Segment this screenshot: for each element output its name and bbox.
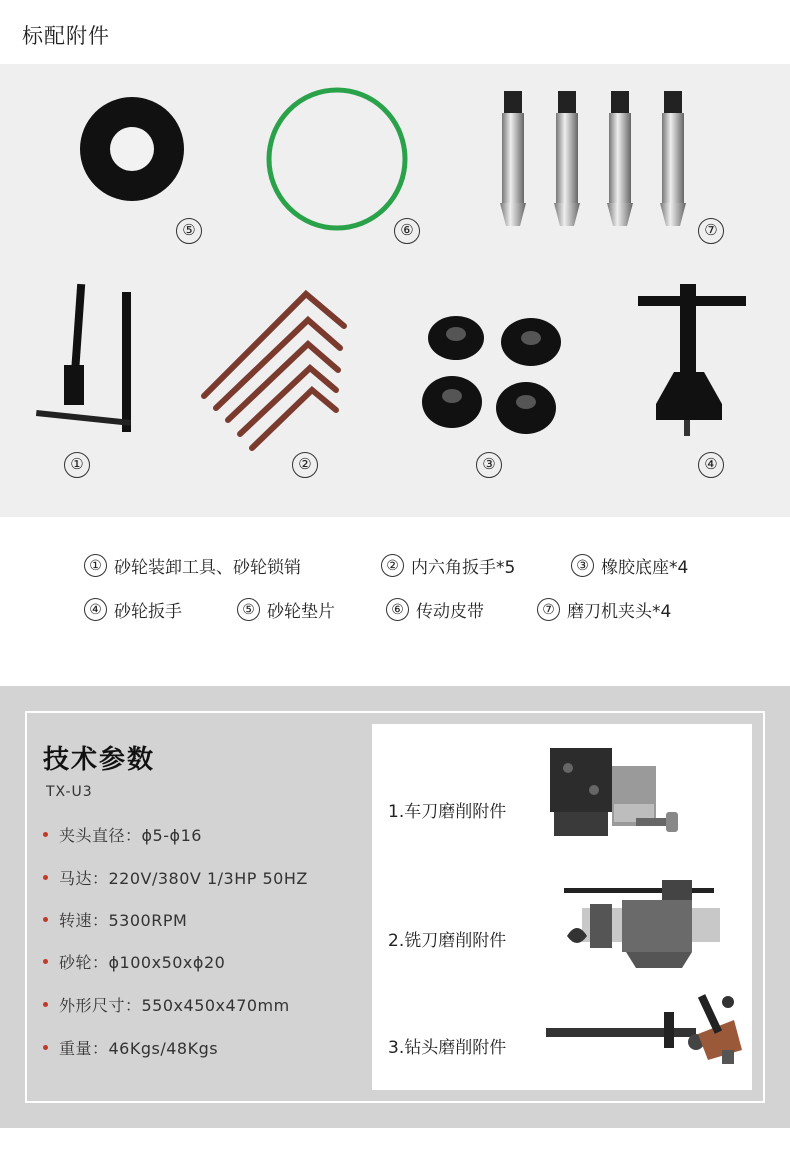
bullet-icon [43,1045,48,1050]
spec-text: 马达：220V/380V 1/3HP 50HZ [59,869,308,888]
spec-text: 夹头直径：ϕ5-ϕ16 [59,826,202,845]
milling-cutter-attachment-icon [562,880,722,972]
accessories-panel [0,64,790,517]
drill-bit-attachment-icon [546,990,746,1070]
page-title: 标配附件 [22,24,110,48]
legend-item-1 [84,553,301,578]
turning-tool-attachment-icon [548,746,682,846]
spec-model: TX-U3 [46,784,93,800]
wheel-wrench-icon [638,282,750,442]
marker-7: ⑦ [698,218,724,244]
collet-icon [492,86,692,236]
spec-text: 砂轮：ϕ100x50xϕ20 [59,953,226,972]
drive-belt-icon [262,84,412,234]
bullet-icon [43,1002,48,1007]
legend-item-4 [84,597,182,622]
marker-6: ⑥ [394,218,420,244]
legend-num: ⑤ [237,598,260,621]
spec-row [43,993,290,1016]
legend-item-3 [571,553,688,578]
wheel-tool-icon [34,280,144,450]
legend-text: 砂轮装卸工具、砂轮锁销 [114,558,301,578]
legend-text: 内六角扳手*5 [411,558,516,578]
marker-3: ③ [476,452,502,478]
legend-text: 砂轮垫片 [267,602,335,622]
spec-row [43,950,225,973]
marker-5: ⑤ [176,218,202,244]
legend-text: 传动皮带 [416,602,484,622]
bullet-icon [43,917,48,922]
legend-num: ④ [84,598,107,621]
rubber-foot-icon [418,308,568,440]
legend-text: 砂轮扳手 [114,602,182,622]
spec-heading: 技术参数 [43,745,156,775]
spec-text: 重量：46Kgs/48Kgs [59,1039,219,1058]
attachment-label-1: 1.车刀磨削附件 [388,802,507,822]
grinding-wheel-washer-icon [77,94,187,204]
spec-text: 外形尺寸：550x450x470mm [59,996,290,1015]
spec-row [43,866,308,889]
legend-item-6 [386,597,484,622]
legend-num: ② [381,554,404,577]
marker-4: ④ [698,452,724,478]
bullet-icon [43,959,48,964]
spec-row [43,908,187,931]
bullet-icon [43,832,48,837]
marker-2: ② [292,452,318,478]
legend-item-2 [381,553,515,578]
spec-row [43,823,202,846]
legend-text: 橡胶底座*4 [601,558,689,578]
legend-item-7 [537,597,671,622]
bullet-icon [43,875,48,880]
legend-num: ① [84,554,107,577]
hex-key-icon [196,286,356,456]
legend-num: ⑦ [537,598,560,621]
spec-row [43,1036,218,1059]
spec-text: 转速：5300RPM [59,911,188,930]
legend-text: 磨刀机夹头*4 [567,602,672,622]
attachment-label-2: 2.铣刀磨削附件 [388,931,507,951]
attachment-label-3: 3.钻头磨削附件 [388,1038,507,1058]
legend-item-5 [237,597,335,622]
legend-num: ⑥ [386,598,409,621]
legend-num: ③ [571,554,594,577]
marker-1: ① [64,452,90,478]
